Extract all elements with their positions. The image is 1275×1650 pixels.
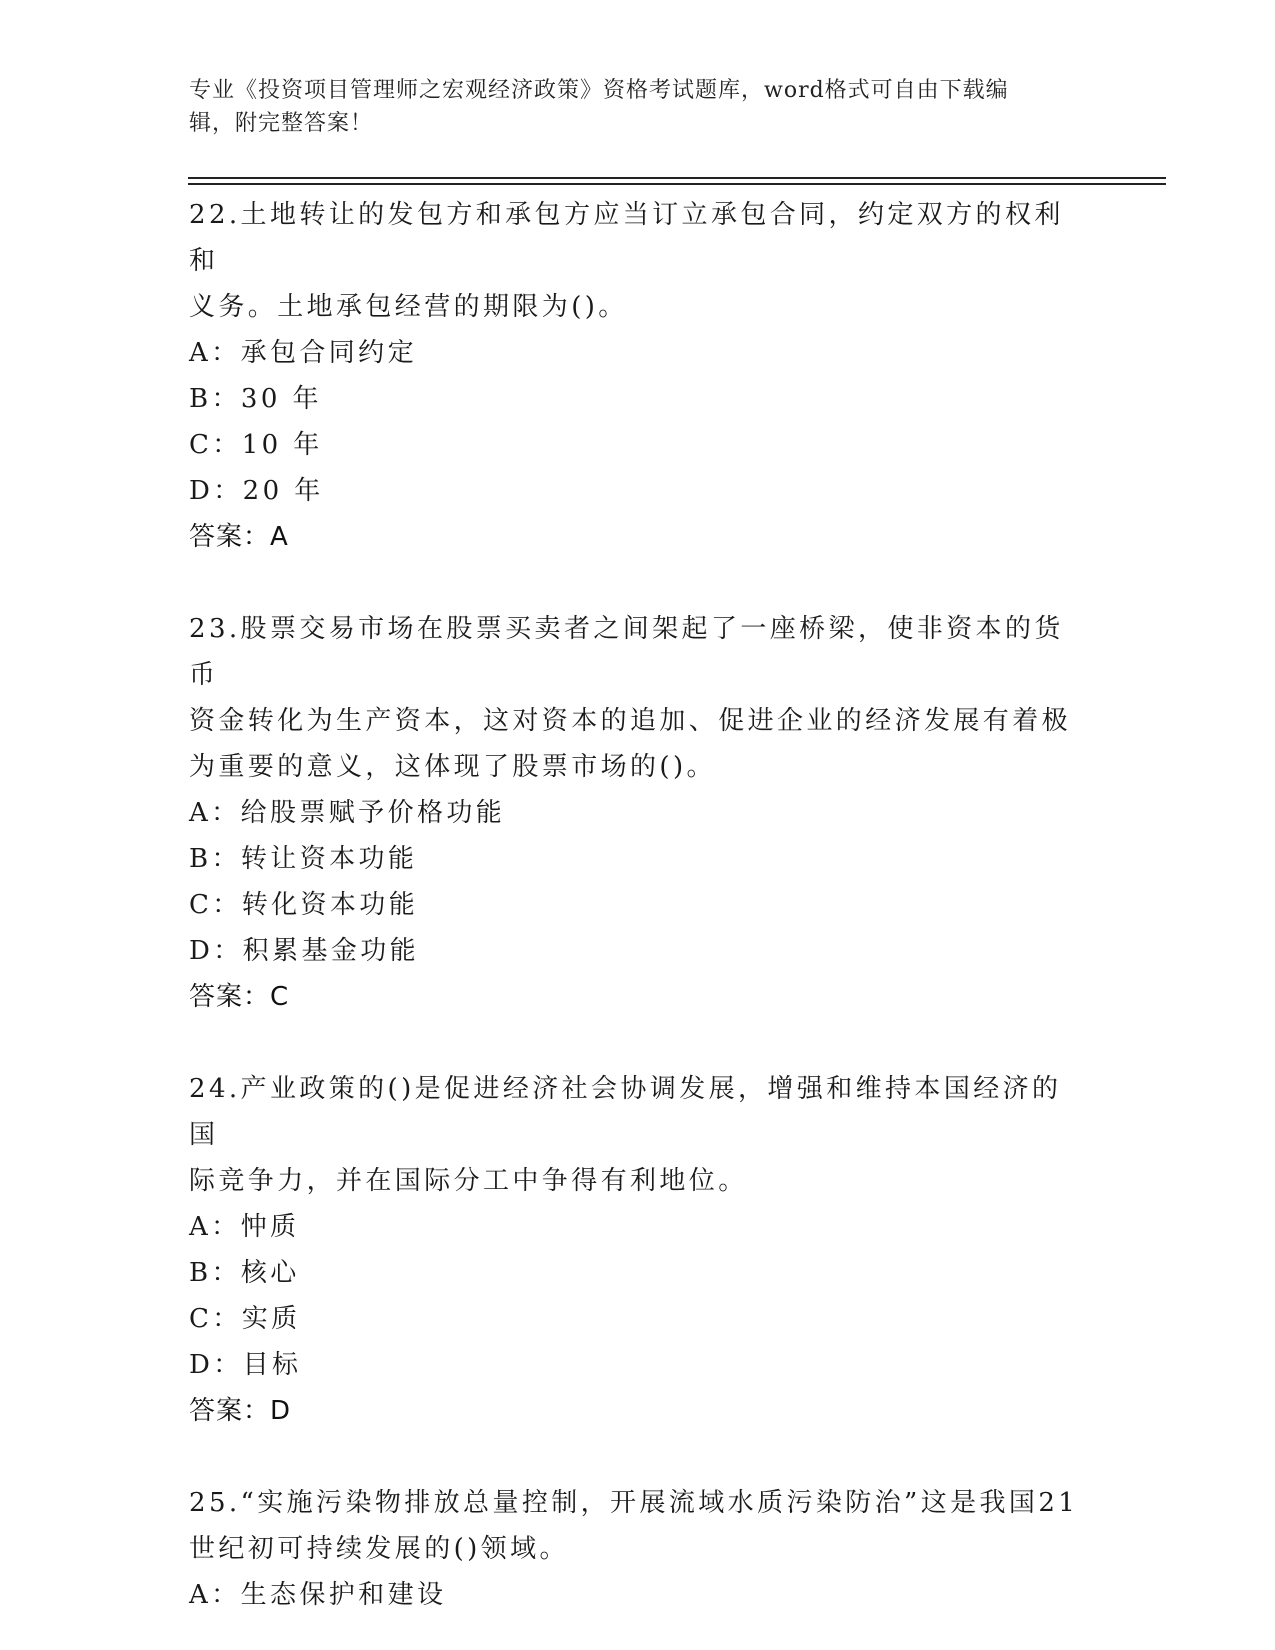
question-stem-line: 际竞争力，并在国际分工中争得有利地位。 bbox=[189, 1166, 748, 1196]
option-b: B：核心 bbox=[189, 1258, 300, 1288]
header-line-1: 专业《投资项目管理师之宏观经济政策》资格考试题库，word格式可自由下载编 bbox=[189, 78, 1009, 103]
option-b: B：转让资本功能 bbox=[189, 844, 418, 874]
answer: 答案：C bbox=[189, 982, 290, 1012]
question-stem-line: 义务。土地承包经营的期限为()。 bbox=[189, 292, 628, 322]
answer: 答案：A bbox=[189, 522, 289, 552]
option-a: A：给股票赋予价格功能 bbox=[189, 798, 506, 828]
header-divider-bottom bbox=[188, 183, 1166, 185]
option-c: C：转化资本功能 bbox=[189, 890, 419, 920]
option-d: D：20 年 bbox=[189, 476, 324, 506]
question-25 bbox=[189, 1480, 1089, 1618]
option-a: A：忡质 bbox=[189, 1212, 300, 1242]
option-b: B：30 年 bbox=[189, 384, 322, 414]
header-divider-top bbox=[188, 177, 1166, 179]
question-stem-line: 23.股票交易市场在股票买卖者之间架起了一座桥梁，使非资本的货币 bbox=[189, 614, 1064, 690]
question-stem-line: 世纪初可持续发展的()领域。 bbox=[189, 1534, 569, 1564]
spacer bbox=[189, 1020, 1089, 1066]
question-stem-line: 为重要的意义，这体现了股票市场的()。 bbox=[189, 752, 716, 782]
header-line-2: 辑，附完整答案！ bbox=[189, 111, 374, 136]
option-c: C：10 年 bbox=[189, 430, 323, 460]
question-23 bbox=[189, 606, 1089, 1020]
question-stem-line: 24.产业政策的()是促进经济社会协调发展，增强和维持本国经济的国 bbox=[189, 1074, 1062, 1150]
option-d: D：目标 bbox=[189, 1350, 302, 1380]
question-22 bbox=[189, 192, 1089, 560]
question-stem-line: 资金转化为生产资本，这对资本的追加、促进企业的经济发展有着极 bbox=[189, 706, 1072, 736]
option-d: D：积累基金功能 bbox=[189, 936, 420, 966]
question-list bbox=[189, 192, 1089, 1618]
question-stem-line: 22.土地转让的发包方和承包方应当订立承包合同，约定双方的权利和 bbox=[189, 200, 1064, 276]
document-header bbox=[189, 74, 1089, 140]
option-a: A：生态保护和建设 bbox=[189, 1580, 447, 1610]
spacer bbox=[189, 560, 1089, 606]
spacer bbox=[189, 1434, 1089, 1480]
option-c: C：实质 bbox=[189, 1304, 301, 1334]
question-24 bbox=[189, 1066, 1089, 1434]
answer: 答案：D bbox=[189, 1396, 292, 1426]
option-a: A：承包合同约定 bbox=[189, 338, 417, 368]
question-stem-line: 25.“实施污染物排放总量控制，开展流域水质污染防治”这是我国21 bbox=[189, 1488, 1079, 1518]
